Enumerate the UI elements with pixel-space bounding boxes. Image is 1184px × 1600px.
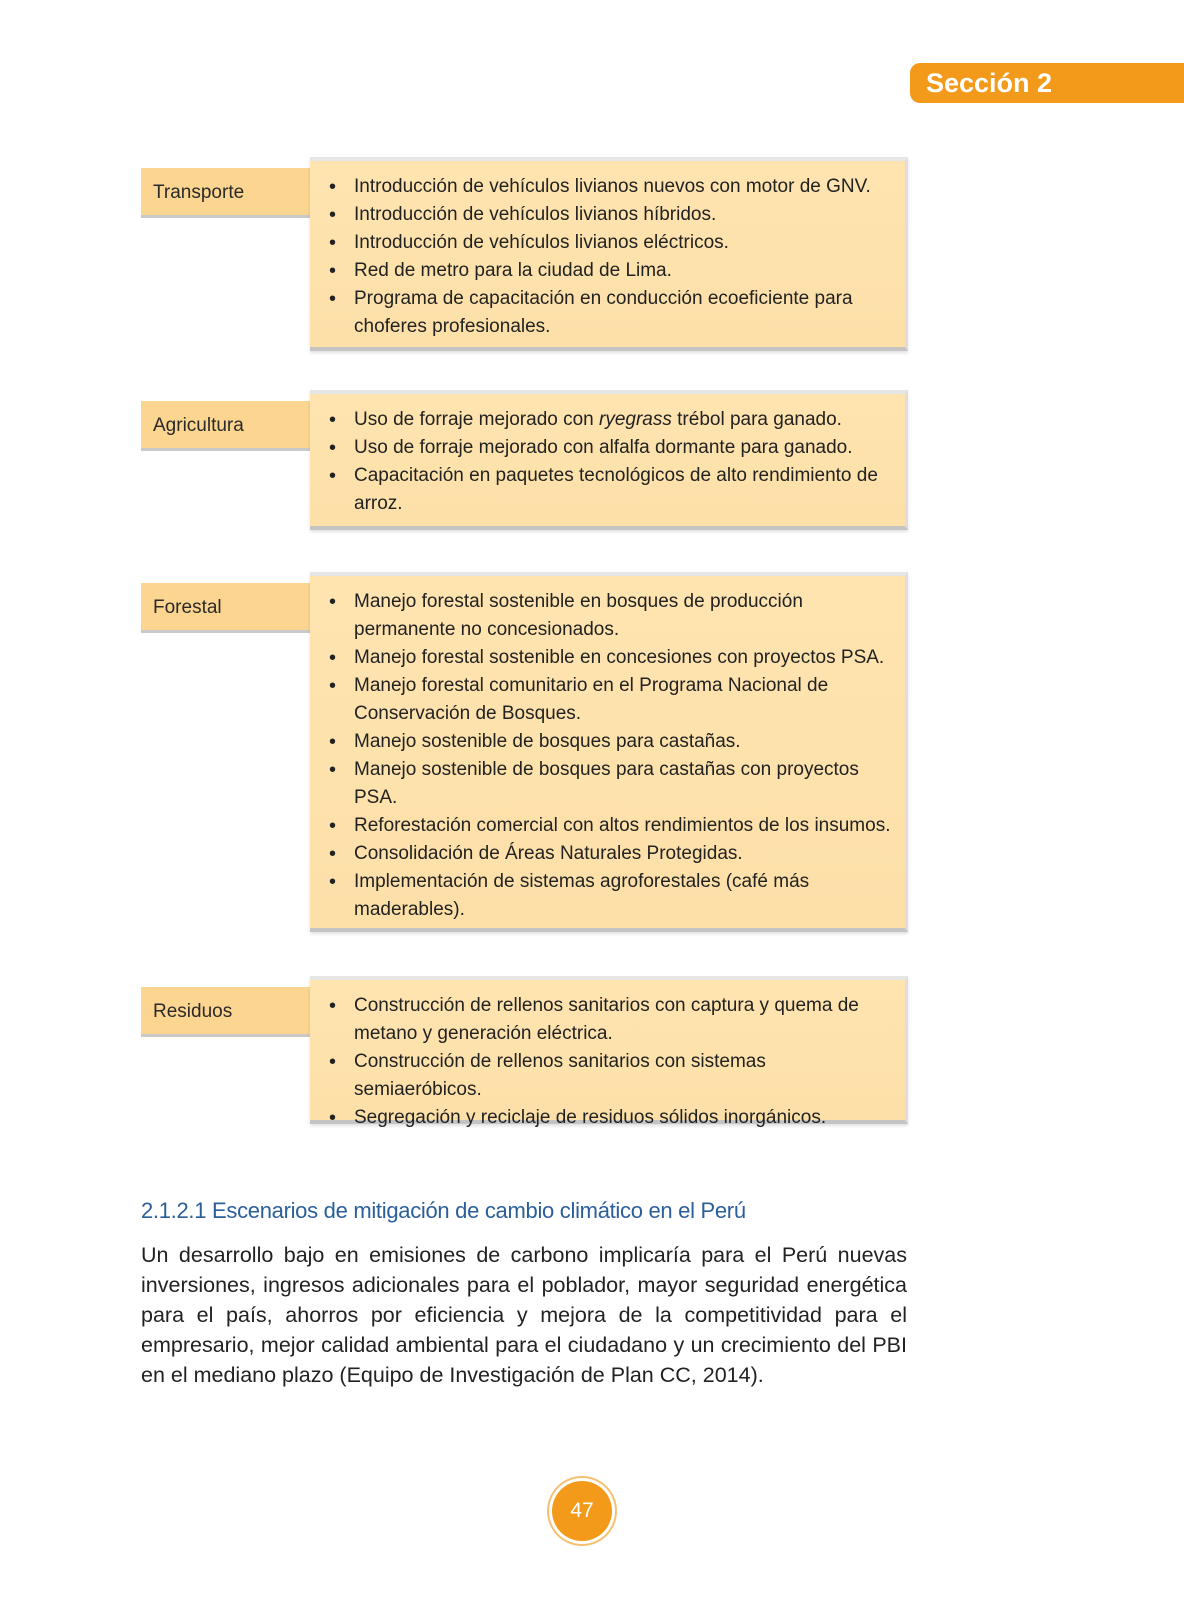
measures-box <box>310 157 908 351</box>
bullet-icon: • <box>329 232 337 254</box>
list-item: • Capacitación en paquetes tecnológicos de alto rendimiento de arroz. <box>310 462 891 518</box>
bullet-icon: • <box>329 409 337 431</box>
list-item: • Introducción de vehículos livianos eléctricos. <box>310 229 891 257</box>
sector-label: Forestal <box>141 583 317 633</box>
list-item: • Segregación y reciclaje de residuos sólidos inorgánicos. <box>310 1104 891 1132</box>
section-heading: 2.1.2.1 Escenarios de mitigación de cambio climático en el Perú <box>141 1198 746 1223</box>
bullet-icon: • <box>329 731 337 753</box>
list-item: • Manejo forestal comunitario en el Programa Nacional de Conservación de Bosques. <box>310 672 891 728</box>
measures-list <box>310 161 905 353</box>
bullet-icon: • <box>329 260 337 282</box>
list-item: • Implementación de sistemas agroforestales (café más maderables). <box>310 868 891 924</box>
bullet-icon: • <box>329 437 337 459</box>
page-number: 47 <box>552 1481 612 1541</box>
section-tab: Sección 2 <box>910 63 1184 103</box>
list-item: • Manejo forestal sostenible en concesiones con proyectos PSA. <box>310 644 891 672</box>
sector-label: Residuos <box>141 987 317 1037</box>
sector-label: Transporte <box>141 168 317 218</box>
bullet-icon: • <box>329 843 337 865</box>
measures-box <box>310 390 908 530</box>
bullet-icon: • <box>329 871 337 893</box>
list-item: • Construcción de rellenos sanitarios con captura y quema de metano y generación eléctrica. <box>310 992 891 1048</box>
bullet-icon: • <box>329 675 337 697</box>
bullet-icon: • <box>329 815 337 837</box>
sector-label: Agricultura <box>141 401 317 451</box>
bullet-icon: • <box>329 759 337 781</box>
measures-list <box>310 394 905 530</box>
list-item: • Introducción de vehículos livianos híbridos. <box>310 201 891 229</box>
measures-list <box>310 980 905 1144</box>
list-item: • Construcción de rellenos sanitarios con sistemas semiaeróbicos. <box>310 1048 891 1104</box>
bullet-icon: • <box>329 591 337 613</box>
bullet-icon: • <box>329 288 337 310</box>
list-item: • Introducción de vehículos livianos nuevos con motor de GNV. <box>310 173 891 201</box>
list-item: • Manejo sostenible de bosques para castañas. <box>310 728 891 756</box>
bullet-icon: • <box>329 176 337 198</box>
list-item: • Consolidación de Áreas Naturales Protegidas. <box>310 840 891 868</box>
bullet-icon: • <box>329 465 337 487</box>
measures-box <box>310 976 908 1129</box>
bullet-icon: • <box>329 1051 337 1073</box>
bullet-icon: • <box>329 995 337 1017</box>
measures-list <box>310 576 905 936</box>
list-item: • Red de metro para la ciudad de Lima. <box>310 257 891 285</box>
list-item: • Programa de capacitación en conducción ecoeficiente para choferes profesionales. <box>310 285 891 341</box>
list-item: • Uso de forraje mejorado con alfalfa dormante para ganado. <box>310 434 891 462</box>
list-item: • Reforestación comercial con altos rendimientos de los insumos. <box>310 812 891 840</box>
list-item: • Uso de forraje mejorado con ryegrass trébol para ganado. <box>310 406 891 434</box>
bullet-icon: • <box>329 204 337 226</box>
list-item: • Manejo sostenible de bosques para castañas con proyectos PSA. <box>310 756 891 812</box>
bullet-icon: • <box>329 647 337 669</box>
list-item: • Manejo forestal sostenible en bosques de producción permanente no concesionados. <box>310 588 891 644</box>
bullet-icon: • <box>329 1107 337 1129</box>
body-paragraph: Un desarrollo bajo en emisiones de carbono implicaría para el Perú nuevas inversiones, ingresos adicionales para el poblador, mayor seguridad energética para el país, ahorros por eficiencia y mejora de la competitividad para el empresario, mejor calidad ambiental para el ciudadano y un crecimiento del PBI en el mediano plazo (Equipo de Investigación de Plan CC, 2014). <box>141 1243 907 1387</box>
measures-box <box>310 572 908 932</box>
